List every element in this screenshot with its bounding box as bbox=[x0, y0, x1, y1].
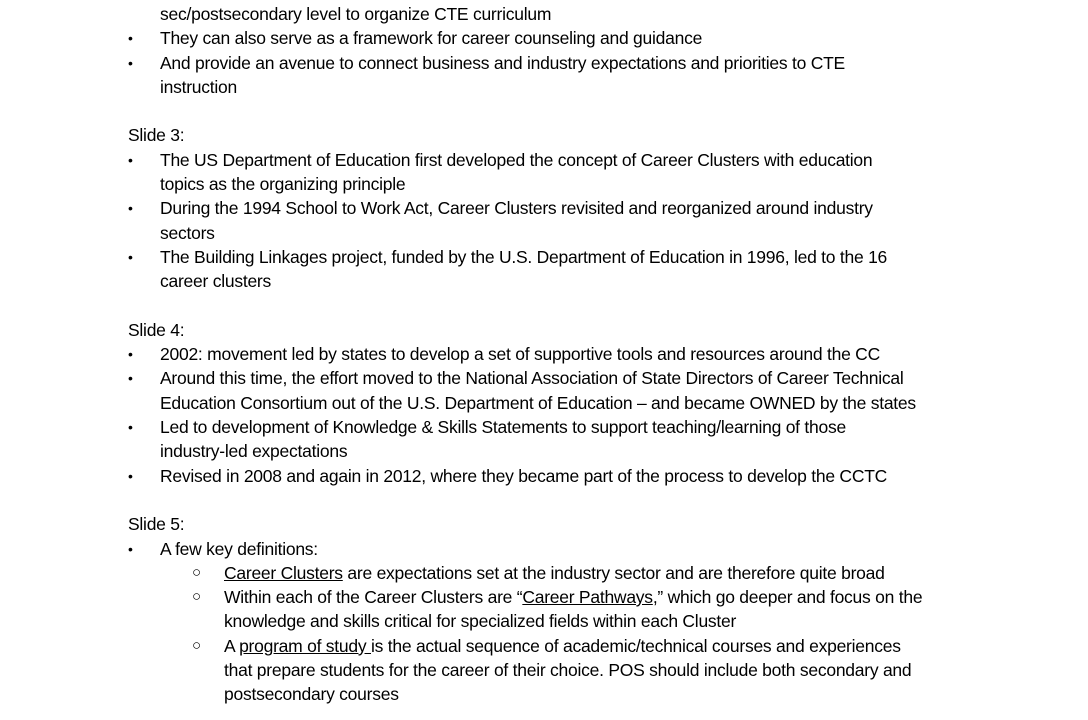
bullet-icon: • bbox=[128, 346, 133, 363]
term-program-of-study: program of study bbox=[239, 635, 371, 656]
term-career-pathways: Career Pathways bbox=[522, 587, 653, 608]
term-career-clusters: Career Clusters bbox=[224, 562, 343, 583]
list-item-text: A program of study is the actual sequence of academic/technical courses and experiences that prepare students for the career of their choice. POS should include both secondary and postsecondary courses bbox=[224, 635, 912, 705]
slide3-heading: Slide 3: bbox=[128, 125, 185, 146]
list-item-text: Around this time, the effort moved to the National Association of State Directors of Career Technical Education Consortium out of the U.S. Department of Education – and became OWNED by the states bbox=[160, 368, 916, 413]
bullet-icon: • bbox=[128, 248, 133, 265]
list-item bbox=[128, 51, 1008, 100]
list-item: • They can also serve as a framework for career counseling and guidance bbox=[128, 26, 1008, 50]
bullet-icon: • bbox=[128, 151, 133, 168]
list-item bbox=[128, 585, 1008, 634]
bullet-icon: • bbox=[128, 370, 133, 387]
slide4-heading: Slide 4: bbox=[128, 319, 185, 340]
list-item-text: The Building Linkages project, funded by the U.S. Department of Education in 1996, led to the 16 career clusters bbox=[160, 246, 888, 292]
list-item bbox=[128, 148, 1008, 197]
list-item bbox=[128, 245, 1008, 294]
intro-bullet-list bbox=[128, 26, 1008, 99]
list-item-text: Led to development of Knowledge & Skills Statements to support teaching/learning of those industry-led expectations bbox=[160, 417, 846, 462]
list-item-text: The US Department of Education first developed the concept of Career Clusters with education topics as the organizing principle bbox=[160, 149, 873, 195]
slide5-definitions-list bbox=[128, 561, 1008, 707]
list-item bbox=[128, 366, 1008, 415]
bullet-icon: • bbox=[128, 467, 133, 484]
circle-bullet-icon: ○ bbox=[192, 563, 201, 581]
circle-bullet-icon: ○ bbox=[192, 636, 201, 654]
bullet-icon: • bbox=[128, 200, 133, 217]
list-item: ○ Career Clusters are expectations set at the industry sector and are therefore quite broad bbox=[128, 561, 1008, 585]
bullet-icon: • bbox=[128, 419, 133, 436]
list-item: • 2002: movement led by states to develop a set of supportive tools and resources around the CC bbox=[128, 342, 1008, 366]
list-item bbox=[128, 634, 1008, 707]
slide5-bullet-list bbox=[128, 537, 1008, 561]
list-item bbox=[128, 196, 1008, 245]
list-item bbox=[128, 415, 1008, 464]
bullet-icon: • bbox=[128, 54, 133, 71]
list-item-text: Within each of the Career Clusters are “Career Pathways,” which go deeper and focus on the knowledge and skills critical for specialized fields within each Cluster bbox=[224, 587, 923, 632]
list-item-text: During the 1994 School to Work Act, Career Clusters revisited and reorganized around industry sectors bbox=[160, 198, 873, 243]
list-item-text: And provide an avenue to connect business and industry expectations and priorities to CTE instruction bbox=[160, 52, 845, 97]
circle-bullet-icon: ○ bbox=[192, 588, 201, 606]
list-item: • Revised in 2008 and again in 2012, where they became part of the process to develop the CCTC bbox=[128, 464, 1008, 488]
slide5-heading: Slide 5: bbox=[128, 514, 185, 535]
bullet-icon: • bbox=[128, 30, 133, 47]
document-body bbox=[128, 0, 1008, 707]
bullet-icon: • bbox=[128, 540, 133, 557]
slide4-bullet-list bbox=[128, 342, 1008, 488]
list-item: • A few key definitions: bbox=[128, 537, 1008, 561]
slide3-bullet-list bbox=[128, 148, 1008, 294]
top-fragment-text: sec/postsecondary level to organize CTE curriculum bbox=[160, 4, 552, 24]
